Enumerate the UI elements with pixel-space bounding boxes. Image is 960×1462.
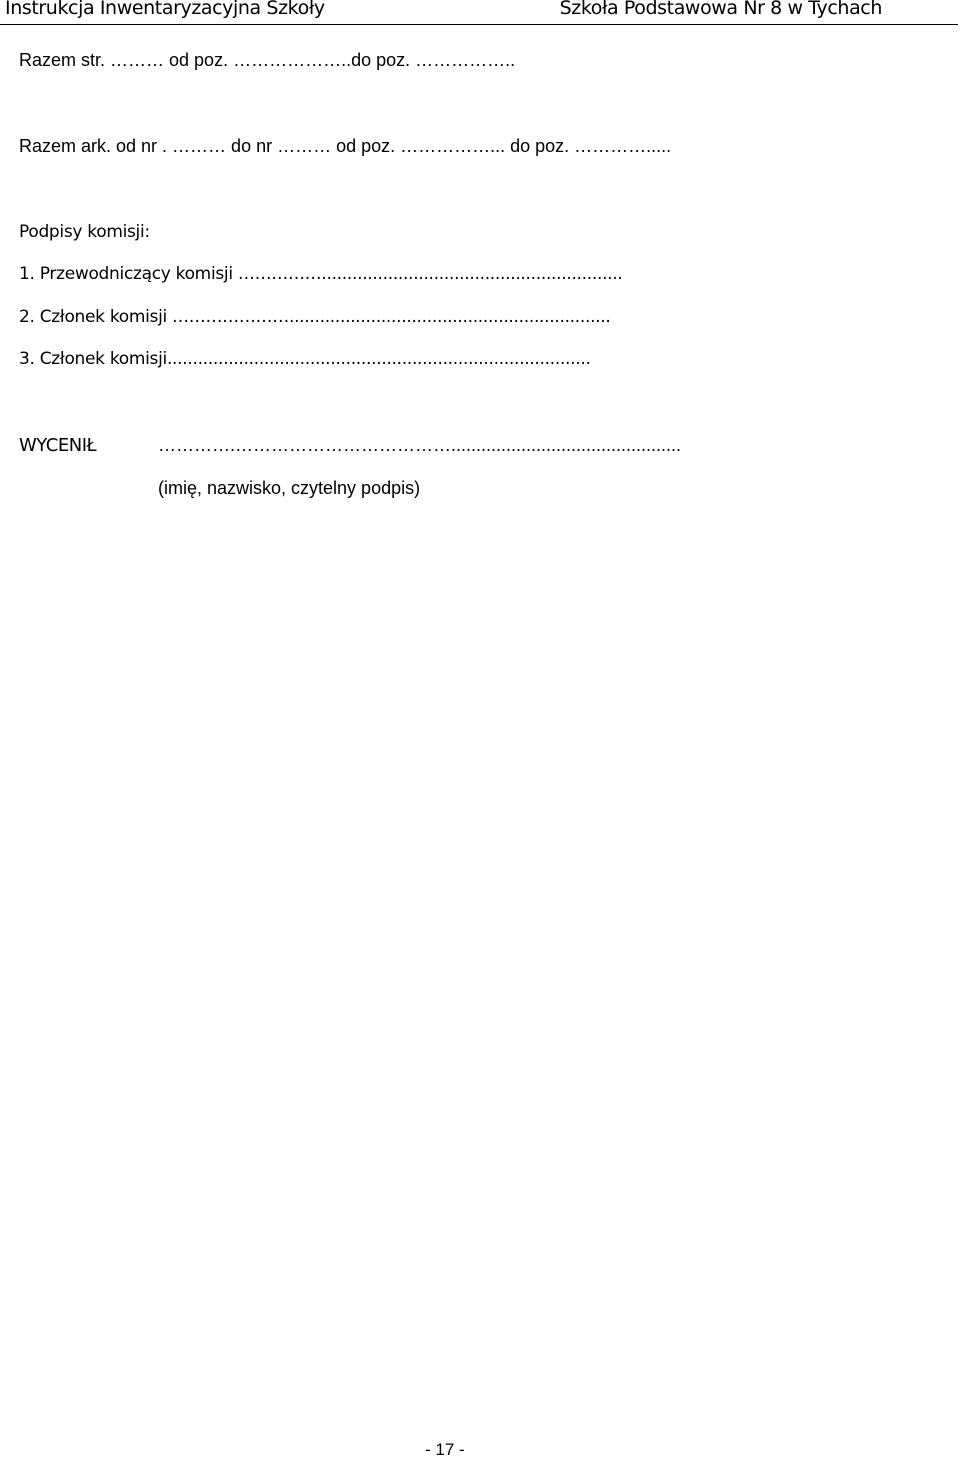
signature-line-member-1: 2. Członek komisji …………………............................................................... — [19, 307, 611, 327]
razem-ark-line: Razem ark. od nr . ……… do nr ……… od poz. ……………... do poz. …………..... — [19, 136, 672, 156]
podpisy-komisji-heading: Podpisy komisji: — [19, 222, 150, 242]
header-document-title: Instrukcja Inwentaryzacyjna Szkoły — [5, 0, 325, 19]
header-school-name: Szkoła Podstawowa Nr 8 w Tychach — [559, 0, 882, 19]
signature-line-member-2: 3. Członek komisji................................................................................... — [19, 349, 591, 369]
signature-line-chairman: 1. Przewodniczący komisji ……………........................................................... — [19, 264, 623, 284]
wycenil-caption: (imię, nazwisko, czytelny podpis) — [158, 478, 421, 498]
page-header — [0, 0, 958, 25]
wycenil-label: WYCENIŁ — [19, 435, 97, 456]
page-number: - 17 - — [425, 1440, 465, 1459]
wycenil-signature-dots: ………….……………………………….............................................. — [158, 435, 682, 455]
razem-str-line: Razem str. ……… od poz. ………………..do poz. …………….. — [19, 50, 516, 70]
